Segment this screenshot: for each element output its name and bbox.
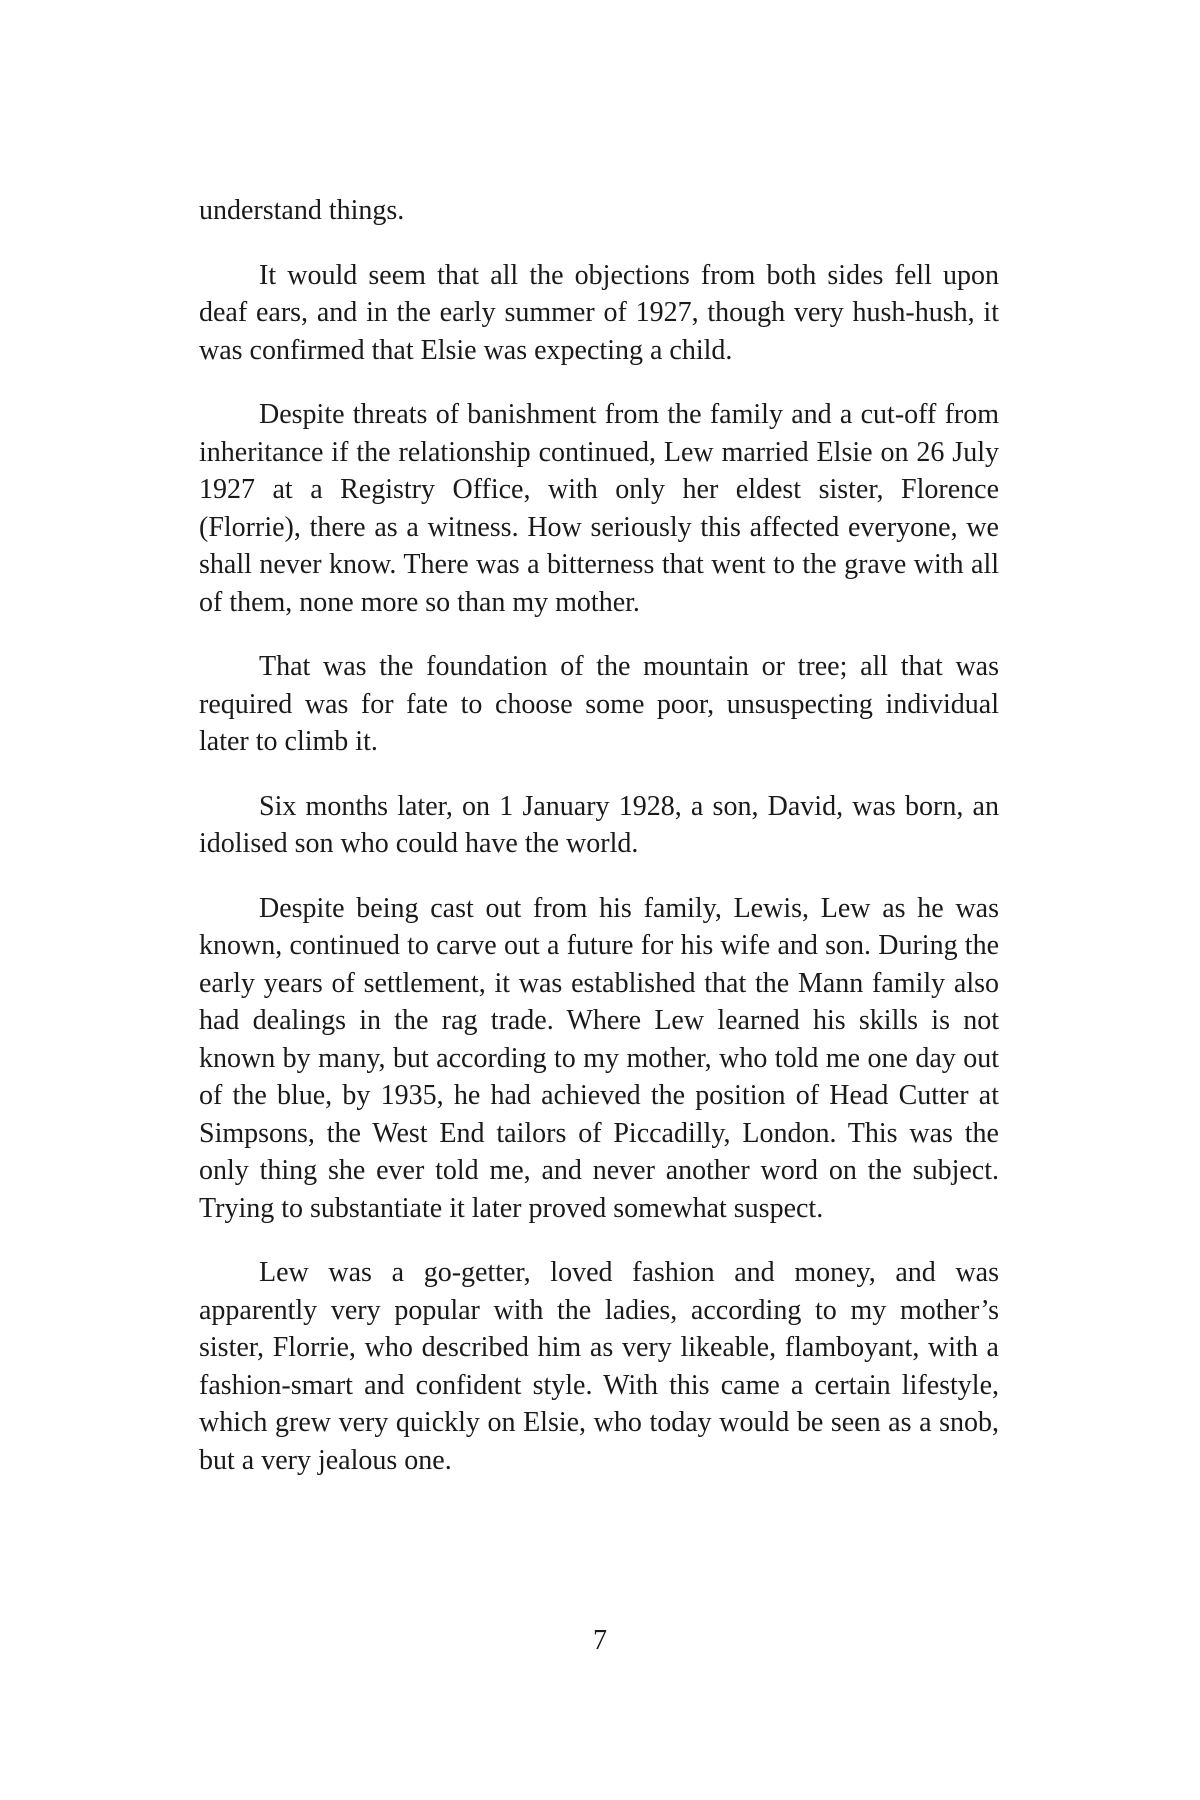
paragraph-lifestyle: Lew was a go-getter, loved fashion and money, and was apparently very popular with the ladies, according to my mother’s sister, Florrie, who described him as very likeable, flamboyant, with a fashion-smart and confident style. With this came a certain lifestyle, which grew very quickly on Elsie, who today would be seen as a snob, but a very jealous one. (199, 1257, 999, 1476)
paragraph-birth: Six months later, on 1 January 1928, a son, David, was born, an idolised son who could have the world. (199, 790, 999, 859)
page-number: 7 (593, 1625, 607, 1656)
paragraph-foundation: That was the foundation of the mountain or tree; all that was required was for fate to choose some poor, unsuspecting individual later to climb it. (199, 651, 999, 757)
paragraph-career: Despite being cast out from his family, Lewis, Lew as he was known, continued to carve out a future for his wife and son. During the early years of settlement, it was established that the Mann family also had dealings in the rag trade. Where Lew learned his skills is not known by many, but according to my mother, who told me one day out of the blue, by 1935, he had achieved the position of Head Cutter at Simpsons, the West End tailors of Piccadilly, London. This was the only thing she ever told me, and never another word on the subject. Trying to substantiate it later proved somewhat suspect. (199, 892, 999, 1224)
paragraph-confirmation: It would seem that all the objections from both sides fell upon deaf ears, and in the early summer of 1927, though very hush-hush, it was confirmed that Elsie was expecting a child. (199, 259, 999, 366)
body-text (199, 192, 999, 1506)
paragraph-marriage: Despite threats of banishment from the family and a cut-off from inheritance if the relationship continued, Lew married Elsie on 26 July 1927 at a Registry Office, with only her eldest sister, Florence (Florrie), there as a witness. How seriously this affected everyone, we shall never know. There was a bitterness that went to the grave with all of them, none more so than my mother. (199, 399, 999, 618)
paragraph-continuation: understand things. (199, 195, 405, 226)
